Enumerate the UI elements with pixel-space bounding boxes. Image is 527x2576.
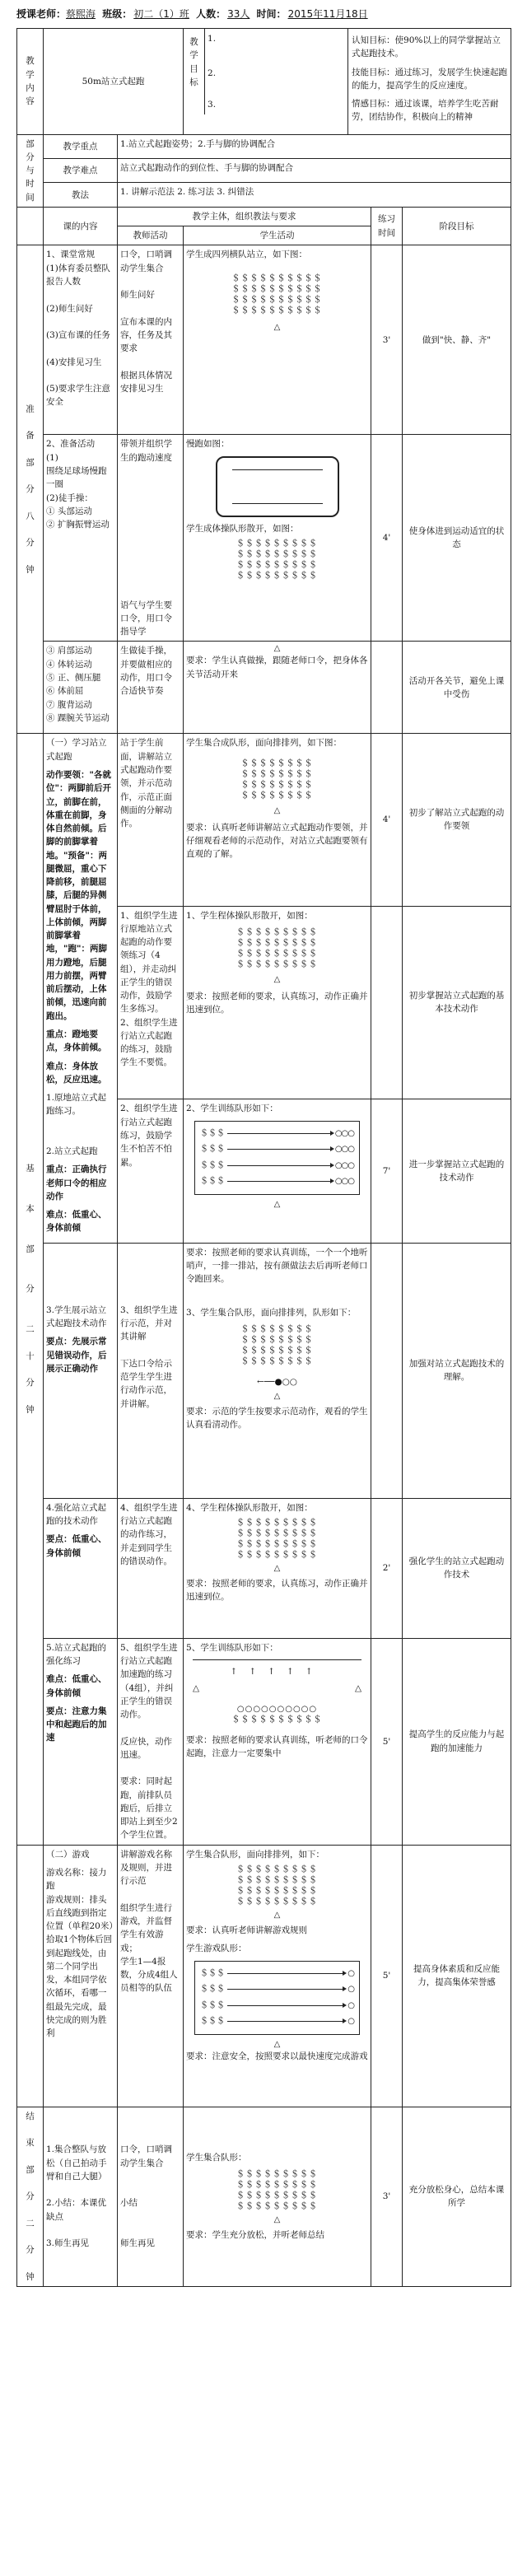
col-time: 练习 时间 [371, 207, 403, 245]
finish-line [193, 1659, 361, 1660]
lesson-plan-table [16, 28, 511, 2287]
column-header-row [17, 207, 511, 226]
formation-row: ＄＄＄＄＄＄＄＄ [240, 780, 314, 790]
jog-track-diagram [216, 456, 339, 517]
formation-row: ＄＄＄＄＄＄＄＄＄ [236, 2191, 319, 2201]
col-teacher: 教师活动 [118, 226, 184, 245]
top-row [17, 29, 511, 135]
end-student-text: 学生集合队形： [186, 2153, 247, 2163]
formation-row: ＄＄＄＄＄＄＄＄ [240, 1335, 314, 1345]
game-teacher: 讲解游戏名称及规则，并进行示范 组织学生进行游戏，并监督学生有效游戏； 学生1—4报数，分成4组人员相等的队伍 [118, 1845, 184, 2107]
basic-s1b-req: 要求：按照老师的要求，认真练习，动作正确并迅速到位。 [186, 991, 368, 1015]
basic-t2c: 5、组织学生进行站立式起跑加速跑的练习（4组），并纠正学生的错误动作。 反应快，动作迅速。 要求：同时起跑，前排队员跑后，后排立即站上到至少2个学生位置。 [118, 1638, 184, 1845]
basic-s2b-text: 4、学生程体操队形散开，如图： [186, 1502, 313, 1513]
basic-goal-1c: 进一步掌握站立式起跑的技术动作 [403, 1099, 511, 1243]
track-arrow [232, 503, 323, 504]
basic-goal-1b: 初步掌握站立式起跑的基本技术动作 [403, 906, 511, 1099]
goal-numbers [205, 29, 238, 114]
formation-row: ＄＄＄＄＄＄＄＄＄ [236, 571, 319, 581]
lane: ＄＄＄ ○○○ [200, 1145, 355, 1155]
basic-goal-2b: 强化学生的站立式起跑动作技术 [403, 1498, 511, 1638]
direction-arrows: ↑↑↑↑↑ [230, 1667, 324, 1677]
basic-c2b: 4.强化站立式起跑的技术动作 [46, 1502, 107, 1526]
lane-end-markers: △ △ [193, 1683, 362, 1694]
prep-warmup-student [184, 435, 371, 642]
teacher-triangle-icon: △ [273, 322, 281, 332]
formation-row: ＄＄＄＄＄＄＄＄＄＄ [231, 273, 323, 283]
key-row [17, 134, 511, 158]
prep-exercises-student [184, 642, 371, 734]
header [16, 7, 511, 21]
basic-row-6 [17, 1638, 511, 1845]
formation-row: ＄＄＄＄＄＄＄＄＄ [236, 938, 319, 948]
basic-s1a [184, 734, 371, 906]
basic-content-4 [44, 1638, 118, 1845]
goal-emotion: 情感目标：通过该课，培养学生吃苦耐劳，团结协作，积极向上的精神 [352, 99, 499, 123]
goal-cell [184, 29, 348, 135]
basic-time-1: 4' [371, 734, 403, 906]
basic-s2 [184, 1243, 371, 1498]
goal-num: 2. [208, 68, 217, 78]
difficulty-value: 站立式起跑动作的到位性、手与脚的协调配合 [118, 159, 511, 183]
basic-c2c-key: 难点：低重心、身体前倾 [46, 1674, 107, 1698]
end-row [17, 2107, 511, 2286]
formation-row: ＄＄＄＄＄＄＄＄＄＄ [231, 1715, 323, 1724]
formation-row: ＄＄＄＄＄＄＄＄＄ [236, 1886, 319, 1896]
game-formation [186, 1864, 368, 1920]
section-end: 结 束 部 分 二 分 钟 [17, 2107, 44, 2286]
formation-row: ＄＄＄＄＄＄＄＄ [240, 1324, 314, 1334]
formation-row: ＄＄＄＄＄＄＄＄ [240, 1356, 314, 1366]
goal-label: 教 学 目 标 [184, 29, 205, 114]
goal-skill: 技能目标：通过练习，发展学生快速起跑的能力，提高学生的反应速度。 [352, 67, 508, 91]
gym-formation [186, 539, 368, 581]
formation-row: ＄＄＄＄＄＄＄＄＄ [236, 1519, 319, 1528]
formation-row: ○○○○○○○○○○ [236, 1704, 318, 1714]
track-arrow [232, 469, 323, 470]
basic-s2c-req: 要求：按照老师的要求认真训练，听老师的口令起跑，注意力一定要集中 [186, 1734, 368, 1758]
prep-student-text: 学生成四列横队站立，如下图： [186, 250, 308, 260]
formation-row: ＄＄＄＄＄＄＄＄＄ [236, 2181, 319, 2191]
basic-c1-key: 重点：蹬地要点，身体前倾。 [46, 1029, 107, 1053]
basic-c2c-note: 要点：注意力集中和起跑后的加速 [46, 1706, 107, 1743]
teacher-triangle-icon: △ [273, 2039, 281, 2049]
formation-row: ＄＄＄＄＄＄＄＄ [240, 1346, 314, 1356]
method-row [17, 183, 511, 207]
basic-t1c: 2、组织学生进行站立式起跑练习，鼓励学生不怕苦不怕累。 [118, 1099, 184, 1243]
basic-s1c-text: 2、学生训练队形如下： [186, 1104, 278, 1114]
basic-c1-body: 动作要领："各就位"：两脚前后开立，前脚在前，体重在前脚，身体自然前倾。后脚的前脚掌着地。"预备"：两腿微屈，重心下降前移，前腿屈膝，后腿的异侧臂屈肘于体前，上体前倾，两脚前脚掌着地，"跑"：两脚用力蹬地，后腿用力前摆，两臂前后摆动，上体前倾，迅速向前跑出。 [46, 769, 111, 1021]
formation-row: ＄＄＄＄＄＄＄＄＄ [236, 2170, 319, 2180]
basic-s1a-req: 要求：认真听老师讲解站立式起跑动作要领，并仔细观看老师的示范动作，对站立式起跑要领有直观的了解。 [186, 822, 368, 860]
col-goal: 阶段目标 [403, 207, 511, 245]
basic-s2a-req: 要求：示范的学生按要求示范动作，观看的学生认真看清动作。 [186, 1407, 368, 1430]
game-body: 游戏名称：接力跑 游戏规则：排头后直线跑到指定位置（单程20米）拾取1个物体后回到起跑线处，由第二个同学出发，本组同学依次循环，看哪一组最先完成，最快完成的则为胜利 [46, 1867, 114, 2039]
basic-content-1 [44, 734, 118, 1243]
basic-c1-steps: 1.原地站立式起跑练习。 2.站立式起跑 [46, 1093, 107, 1157]
basic-s2c [184, 1638, 371, 1845]
basic-c2c: 5.站立式起跑的强化练习 [46, 1642, 107, 1666]
basic-time-2c: 5' [371, 1638, 403, 1845]
game-student [184, 1845, 371, 2107]
teacher-triangle-icon: △ [273, 1910, 281, 1920]
formation-row: ＄＄＄＄＄＄＄＄＄ [236, 1897, 319, 1906]
teacher-triangle-icon: △ [273, 1199, 281, 1209]
prep-exercises-req: 要求：学生认真做操，跟随老师口令，把身体各关节活动开来 [186, 656, 368, 679]
prep-warmup-content: 2、准备活动 (1) 围绕足球场慢跑一圈 (2)徒手操： ① 头部运动 ② 扩胸振臂运动 [44, 435, 118, 642]
teacher-triangle-icon: △ [273, 974, 281, 984]
prep-goal: 做到"快、静、齐" [403, 245, 511, 435]
formation-row: ＄＄＄＄＄＄＄＄＄＄ [231, 295, 323, 305]
method-label: 教法 [44, 183, 118, 207]
game-student2-req: 要求：注意安全，按照要求以最快速度完成游戏 [186, 2051, 368, 2061]
end-time: 3' [371, 2107, 403, 2286]
formation-row: ＄＄＄＄＄＄＄＄＄ [236, 2202, 319, 2212]
prep-exercises-goal: 活动开各关节，避免上课中受伤 [403, 642, 511, 734]
prep-warmup-goal: 使身体进到运动适宜的状态 [403, 435, 511, 642]
basic-t1b: 1、组织学生进行原地站立式起跑的动作要领练习（4组），并走动纠正学生的错误动作，鼓励学生多练习。 2、组织学生进行站立式起跑的练习，鼓励学生不要慌。 [118, 906, 184, 1099]
count-label: 人数： [196, 8, 226, 20]
basic-goal-2c: 提高学生的反应能力与起跑的加速能力 [403, 1638, 511, 1845]
basic-goal-2: 加强对站立式起跑技术的理解。 [403, 1243, 511, 1498]
basic-c1-key2: 重点：正确执行老师口令的相应动作 [46, 1164, 107, 1202]
basic-s1c [184, 1099, 371, 1243]
end-teacher: 口令，口哨调动学生集合 小结 师生再见 [118, 2107, 184, 2286]
formation-row: ＄＄＄＄＄＄＄＄ [240, 791, 314, 800]
content-value: 50m站立式起跑 [44, 29, 184, 135]
game-student-req: 要求：认真听老师讲解游戏规则 [186, 1925, 308, 1935]
prep-content: 1、课堂常规 (1)体育委员整队 报告人数 (2)师生问好 (3)宣布课的任务 (4)安排见习生 (5)要求学生注意安全 [44, 245, 118, 435]
end-goal: 充分放松身心，总结本课所学 [403, 2107, 511, 2286]
prep-row-1 [17, 245, 511, 435]
goal-cognitive: 认知目标：使90%以上的同学掌握站立式起跑技术。 [352, 35, 501, 59]
basic-content-3 [44, 1498, 118, 1638]
prep-exercises-teacher: 生做徒手操，并要做相应的动作，用口令合适快节奏 [118, 642, 184, 734]
demo-runner-arrow: ←──●○○ [257, 1376, 297, 1387]
class-value: 初二（1）班 [133, 8, 189, 20]
running-lanes-diagram [194, 1121, 360, 1195]
gym-formation-2 [186, 927, 368, 985]
prep-warmup-teacher: 带领并组织学生的跑动速度 语气与学生要口令，用口令指导学 [118, 435, 184, 642]
formation-row: ＄＄＄＄＄＄＄＄＄ [236, 1540, 319, 1549]
teacher-triangle-icon: △ [273, 644, 281, 654]
teacher-value: 蔡熙海 [66, 8, 96, 20]
prep-student [184, 245, 371, 435]
prep-time: 3' [371, 245, 403, 435]
section-basic: 基 本 部 分 二 十 分 钟 [17, 734, 44, 1845]
game-content [44, 1845, 118, 2107]
basic-row-1 [17, 734, 511, 906]
basic-c1-diff: 难点：身体放松，反应迅速。 [46, 1061, 107, 1085]
teacher-triangle-icon: △ [273, 2215, 281, 2225]
basic-time-2b: 2' [371, 1498, 403, 1638]
formation-row: ＄＄＄＄＄＄＄＄＄ [236, 959, 319, 969]
basic-c1-title: （一）学习站立式起跑 [46, 738, 107, 762]
section-prep: 准 备 部 分 八 分 钟 [17, 245, 44, 734]
difficulty-row [17, 159, 511, 183]
goal-num: 1. [208, 34, 217, 44]
game-student-text: 学生集合队形，面向排排列，如下： [186, 1849, 325, 1860]
formation-row: ＄＄＄＄＄＄＄＄＄ [236, 539, 319, 548]
formation-4-rows [186, 273, 368, 333]
formation-row: ＄＄＄＄＄＄＄＄＄ [236, 1529, 319, 1538]
key-label: 教学重点 [44, 134, 118, 158]
formation-row: ＄＄＄＄＄＄＄＄＄ [236, 1551, 319, 1560]
formation-row: ＄＄＄＄＄＄＄＄＄ [236, 1864, 319, 1874]
basic-c2: 3.学生展示站立式起跑技术动作 [46, 1304, 107, 1328]
col-student: 学生活动 [184, 226, 371, 245]
basic-t2b: 4、组织学生进行站立式起跑的动作练习，并走到同学生的错误动作。 [118, 1498, 184, 1638]
basic-s2b [184, 1498, 371, 1638]
formation-row: ＄＄＄＄＄＄＄＄ [240, 769, 314, 779]
teacher-label: 授课老师： [16, 8, 67, 20]
basic-t2-text: 3、组织学生进行示范，并对其讲解 下达口令给示范学生学生进行动作示范，并讲解。 [120, 1304, 178, 1409]
formation-row: ＄＄＄＄＄＄＄＄＄＄ [231, 284, 323, 294]
method-value: 1. 讲解示范法 2. 练习法 3. 纠错法 [118, 183, 511, 207]
formation-row: ＄＄＄＄＄＄＄＄＄ [236, 1875, 319, 1885]
goals-text [348, 29, 511, 135]
formation-row: ＄＄＄＄＄＄＄＄＄ [236, 549, 319, 559]
end-student [184, 2107, 371, 2286]
lane: ＄＄＄ ○ [200, 2017, 355, 2027]
lane: ＄＄＄ ○ [200, 2000, 355, 2010]
basic-s2c-text: 5、学生训练队形如下： [186, 1642, 278, 1653]
teacher-triangle-icon: △ [273, 805, 281, 815]
basic-t2 [118, 1243, 184, 1498]
teacher-triangle-icon: △ [273, 1392, 281, 1402]
game-title: （二）游戏 [46, 1849, 90, 1860]
basic-time-1b: 7' [371, 1099, 403, 1243]
end-student-req: 要求：学生充分放松，并听老师总结 [186, 2230, 325, 2241]
time-value: 2015年11月18日 [287, 8, 368, 20]
basic-s2b-req: 要求：按照老师的要求，认真练习，动作正确并迅速到位。 [186, 1579, 368, 1603]
class-label: 班级： [102, 8, 133, 20]
col-content: 课的内容 [44, 207, 118, 245]
game-row [17, 1845, 511, 2107]
gym-formation-3 [186, 1518, 368, 1574]
lane: ＄＄＄ ○○○ [200, 1128, 355, 1138]
basic-content-2 [44, 1243, 118, 1498]
basic-t1: 站于学生前面，讲解站立式起跑动作要领，并示范动作，示范正面侧面的分解动作。 [118, 734, 184, 906]
key-value: 1.站立式起跑姿势；2.手与脚的协调配合 [118, 134, 511, 158]
basic-s1b [184, 906, 371, 1099]
basic-c2b-key: 要点：低重心、身体前倾 [46, 1534, 107, 1558]
basic-s1a-text: 学生集合成队形，面向排排列，如下图： [186, 738, 343, 749]
content-label: 教 学 内 容 [17, 29, 44, 135]
basic-c2-key: 要点：先展示常见错误动作，后展示正确动作 [46, 1337, 107, 1374]
lane: ＄＄＄ ○○○ [200, 1160, 355, 1170]
formation-row: ＄＄＄＄＄＄＄＄＄ [236, 927, 319, 937]
game-student2-text: 学生游戏队形： [186, 1944, 247, 1954]
section-label: 部 分 与 时 间 [17, 134, 44, 207]
prep-row-3 [17, 642, 511, 734]
game-time: 5' [371, 1845, 403, 2107]
end-formation [186, 2169, 368, 2225]
basic-c1-diff2: 难点：低重心、身体前倾 [46, 1210, 107, 1234]
formation-row: ＄＄＄＄＄＄＄＄＄＄ [231, 306, 323, 315]
game-goal: 提高身体素质和反应能力，提高集体荣誉感 [403, 1845, 511, 2107]
relay-lanes-diagram [194, 1961, 360, 2035]
end-content: 1.集合整队与放松（自己拍动手臂和自己大腿） 2.小结：本课优缺点 3.师生再见 [44, 2107, 118, 2286]
basic-s2a-text: 3、学生集合队形，面向排排列，队形如下： [186, 1307, 357, 1318]
prep-row-2 [17, 435, 511, 642]
teacher-triangle-icon: △ [273, 1564, 281, 1573]
time-label: 时间： [256, 8, 287, 20]
basic-s1b-text: 1、学生程体操队形散开，如图： [186, 910, 313, 921]
prep-teacher: 口令，口哨调动学生集合 师生问好 宣布本课的内容，任务及其要求 根据具体情况安排见习生 [118, 245, 184, 435]
basic-goal-1: 初步了解站立式起跑的动作要领 [403, 734, 511, 906]
basic-s2-text: 要求：按照老师的要求认真训练，一个一个地听哨声，一排一排站，按有颜做法去后再听老师口令跑回来。 [186, 1247, 368, 1285]
prep-warmup-time: 4' [371, 435, 403, 642]
goal-num: 3. [208, 100, 217, 110]
prep-exercises: ③ 肩部运动 ④ 体转运动 ⑤ 正、侧压腿 ⑥ 体前屈 ⑦ 腹背运动 ⑧ 踝腕关节运动 [44, 642, 118, 734]
semicircle-formation [186, 758, 368, 816]
gym-formation-label: 学生成体操队形散开，如图： [186, 523, 299, 534]
basic-row-4 [17, 1243, 511, 1498]
formation-row: ＄＄＄＄＄＄＄＄＄ [236, 949, 319, 959]
lane: ＄＄＄ ○○○ [200, 1177, 355, 1187]
difficulty-label: 教学难点 [44, 159, 118, 183]
count-value: 33人 [227, 8, 250, 20]
formation-row: ＄＄＄＄＄＄＄＄＄ [236, 560, 319, 570]
jog-label: 慢跑如图： [186, 439, 230, 450]
basic-row-5 [17, 1498, 511, 1638]
lane: ＄＄＄ ○ [200, 1985, 355, 1995]
formation-row: ＄＄＄＄＄＄＄＄ [240, 758, 314, 768]
col-org: 教学主体，组织教法与要求 [118, 207, 371, 226]
demo-formation [186, 1324, 368, 1402]
lane: ＄＄＄ ○ [200, 1968, 355, 1978]
